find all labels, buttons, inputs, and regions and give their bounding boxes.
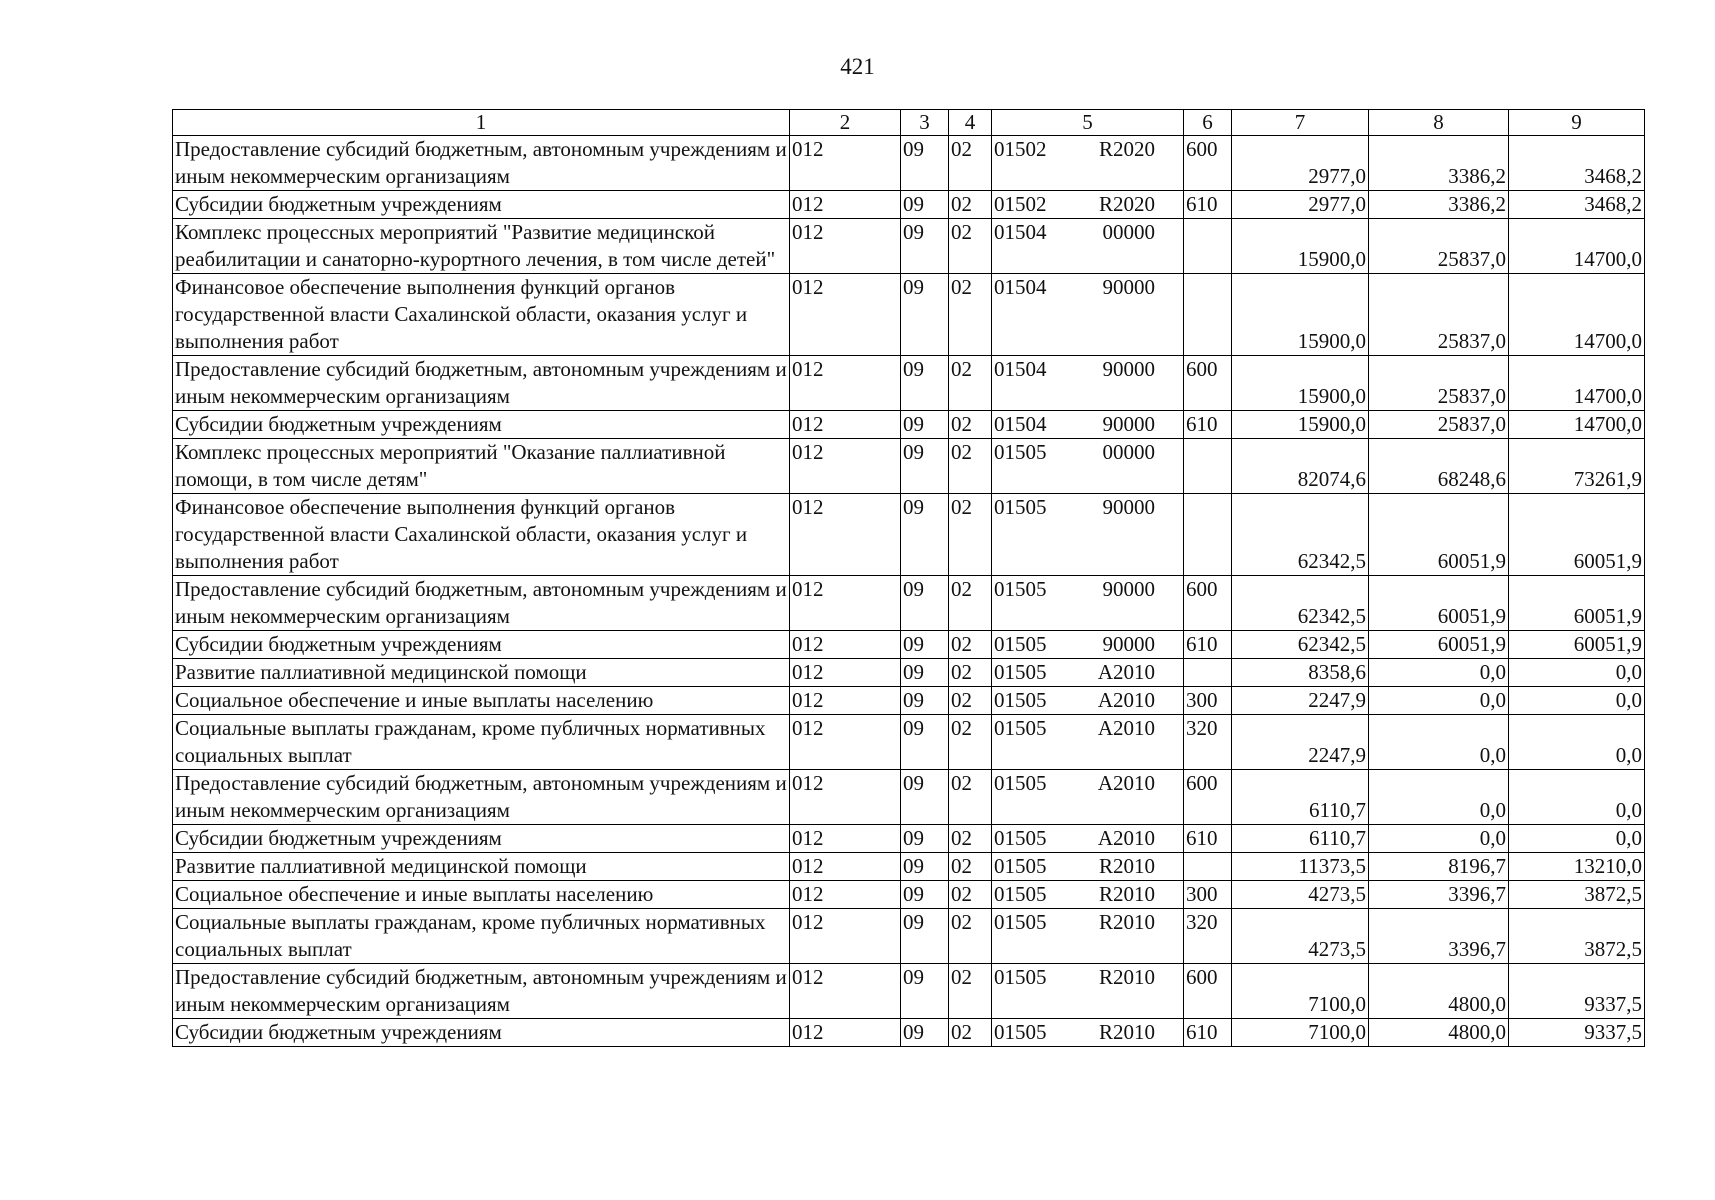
cell-subsection-code: 02 <box>949 136 992 191</box>
target-article-program: 01504 <box>994 275 1047 299</box>
table-row <box>173 411 1645 439</box>
cell-section-code: 09 <box>901 853 949 881</box>
cell-section-code: 09 <box>901 770 949 825</box>
target-article-direction: 90000 <box>1102 357 1155 381</box>
cell-ministry-code: 012 <box>790 274 901 356</box>
cell-expense-type <box>1184 274 1232 356</box>
target-article-direction: A2010 <box>1097 826 1155 850</box>
cell-amount-col7: 15900,0 <box>1232 356 1369 411</box>
cell-section-code: 09 <box>901 687 949 715</box>
cell-name: Субсидии бюджетным учреждениям <box>173 191 790 219</box>
table-row <box>173 825 1645 853</box>
cell-expense-type <box>1184 439 1232 494</box>
table-row <box>173 687 1645 715</box>
cell-amount-col9: 0,0 <box>1509 770 1645 825</box>
cell-amount-col7: 6110,7 <box>1232 825 1369 853</box>
cell-amount-col8: 60051,9 <box>1369 576 1509 631</box>
cell-section-code: 09 <box>901 439 949 494</box>
target-article-direction: A2010 <box>1097 688 1155 712</box>
cell-amount-col8: 25837,0 <box>1369 219 1509 274</box>
cell-expense-type: 600 <box>1184 770 1232 825</box>
table-row <box>173 881 1645 909</box>
cell-amount-col9: 3468,2 <box>1509 191 1645 219</box>
cell-amount-col7: 2977,0 <box>1232 136 1369 191</box>
target-article-direction: R2020 <box>1098 192 1155 216</box>
target-article-direction: 90000 <box>1102 275 1155 299</box>
table-body <box>173 110 1645 1047</box>
cell-ministry-code: 012 <box>790 439 901 494</box>
cell-ministry-code: 012 <box>790 191 901 219</box>
table-row <box>173 494 1645 576</box>
cell-name: Субсидии бюджетным учреждениям <box>173 631 790 659</box>
header-cell: 5 <box>992 110 1184 136</box>
cell-amount-col7: 62342,5 <box>1232 631 1369 659</box>
cell-subsection-code: 02 <box>949 964 992 1019</box>
table-row <box>173 770 1645 825</box>
cell-amount-col8: 3396,7 <box>1369 909 1509 964</box>
cell-ministry-code: 012 <box>790 356 901 411</box>
cell-ministry-code: 012 <box>790 136 901 191</box>
cell-expense-type <box>1184 494 1232 576</box>
cell-expense-type: 610 <box>1184 631 1232 659</box>
table-row <box>173 576 1645 631</box>
target-article-program: 01505 <box>994 882 1047 906</box>
cell-amount-col9: 0,0 <box>1509 825 1645 853</box>
cell-subsection-code: 02 <box>949 631 992 659</box>
table-row <box>173 659 1645 687</box>
cell-subsection-code: 02 <box>949 219 992 274</box>
target-article-direction: 00000 <box>1102 440 1155 464</box>
header-cell: 3 <box>901 110 949 136</box>
cell-subsection-code: 02 <box>949 191 992 219</box>
cell-name: Субсидии бюджетным учреждениям <box>173 1019 790 1047</box>
cell-section-code: 09 <box>901 881 949 909</box>
budget-table <box>172 109 1645 1047</box>
cell-name: Комплекс процессных мероприятий "Развитие медицинской реабилитации и санаторно-курортного лечения, в том числе детей" <box>173 219 790 274</box>
cell-ministry-code: 012 <box>790 770 901 825</box>
cell-amount-col7: 8358,6 <box>1232 659 1369 687</box>
cell-amount-col9: 14700,0 <box>1509 356 1645 411</box>
cell-section-code: 09 <box>901 715 949 770</box>
cell-target-article <box>992 770 1184 825</box>
target-article-program: 01504 <box>994 357 1047 381</box>
cell-amount-col8: 3386,2 <box>1369 191 1509 219</box>
cell-ministry-code: 012 <box>790 631 901 659</box>
table-row <box>173 909 1645 964</box>
table-row <box>173 964 1645 1019</box>
target-article-direction: R2010 <box>1098 1020 1155 1044</box>
target-article-program: 01502 <box>994 192 1047 216</box>
cell-section-code: 09 <box>901 909 949 964</box>
cell-target-article <box>992 576 1184 631</box>
cell-amount-col9: 60051,9 <box>1509 631 1645 659</box>
header-cell: 9 <box>1509 110 1645 136</box>
cell-target-article <box>992 191 1184 219</box>
cell-name: Развитие паллиативной медицинской помощи <box>173 853 790 881</box>
cell-subsection-code: 02 <box>949 494 992 576</box>
cell-subsection-code: 02 <box>949 853 992 881</box>
cell-amount-col8: 8196,7 <box>1369 853 1509 881</box>
cell-expense-type: 320 <box>1184 909 1232 964</box>
cell-amount-col7: 2247,9 <box>1232 715 1369 770</box>
cell-target-article <box>992 219 1184 274</box>
cell-name: Развитие паллиативной медицинской помощи <box>173 659 790 687</box>
cell-subsection-code: 02 <box>949 274 992 356</box>
target-article-program: 01505 <box>994 716 1047 740</box>
target-article-program: 01505 <box>994 1020 1047 1044</box>
target-article-program: 01505 <box>994 632 1047 656</box>
cell-amount-col8: 0,0 <box>1369 715 1509 770</box>
cell-amount-col8: 0,0 <box>1369 659 1509 687</box>
cell-expense-type: 320 <box>1184 715 1232 770</box>
cell-name: Предоставление субсидий бюджетным, автономным учреждениям и иным некоммерческим организациям <box>173 356 790 411</box>
cell-amount-col8: 3396,7 <box>1369 881 1509 909</box>
cell-target-article <box>992 136 1184 191</box>
cell-amount-col9: 14700,0 <box>1509 411 1645 439</box>
cell-amount-col7: 6110,7 <box>1232 770 1369 825</box>
cell-amount-col9: 3872,5 <box>1509 881 1645 909</box>
table-row <box>173 274 1645 356</box>
target-article-direction: 90000 <box>1102 412 1155 436</box>
cell-name: Предоставление субсидий бюджетным, автономным учреждениям и иным некоммерческим организациям <box>173 770 790 825</box>
cell-amount-col9: 3872,5 <box>1509 909 1645 964</box>
cell-amount-col7: 62342,5 <box>1232 494 1369 576</box>
cell-expense-type: 600 <box>1184 576 1232 631</box>
target-article-program: 01505 <box>994 495 1047 519</box>
cell-amount-col8: 25837,0 <box>1369 274 1509 356</box>
cell-amount-col8: 25837,0 <box>1369 356 1509 411</box>
cell-section-code: 09 <box>901 411 949 439</box>
cell-subsection-code: 02 <box>949 356 992 411</box>
cell-ministry-code: 012 <box>790 1019 901 1047</box>
cell-section-code: 09 <box>901 136 949 191</box>
cell-section-code: 09 <box>901 494 949 576</box>
cell-section-code: 09 <box>901 274 949 356</box>
cell-expense-type: 300 <box>1184 881 1232 909</box>
cell-amount-col7: 7100,0 <box>1232 1019 1369 1047</box>
cell-expense-type: 600 <box>1184 356 1232 411</box>
cell-amount-col9: 0,0 <box>1509 687 1645 715</box>
cell-amount-col7: 15900,0 <box>1232 219 1369 274</box>
cell-name: Социальные выплаты гражданам, кроме публичных нормативных социальных выплат <box>173 715 790 770</box>
cell-subsection-code: 02 <box>949 439 992 494</box>
cell-target-article <box>992 631 1184 659</box>
cell-expense-type: 610 <box>1184 191 1232 219</box>
cell-amount-col8: 68248,6 <box>1369 439 1509 494</box>
cell-target-article <box>992 909 1184 964</box>
table-row <box>173 853 1645 881</box>
cell-ministry-code: 012 <box>790 881 901 909</box>
cell-section-code: 09 <box>901 659 949 687</box>
table-row <box>173 715 1645 770</box>
target-article-program: 01502 <box>994 137 1047 161</box>
cell-target-article <box>992 411 1184 439</box>
cell-subsection-code: 02 <box>949 1019 992 1047</box>
cell-name: Предоставление субсидий бюджетным, автономным учреждениям и иным некоммерческим организациям <box>173 964 790 1019</box>
table-row <box>173 1019 1645 1047</box>
table-row <box>173 136 1645 191</box>
cell-subsection-code: 02 <box>949 770 992 825</box>
header-cell: 2 <box>790 110 901 136</box>
cell-expense-type: 600 <box>1184 136 1232 191</box>
cell-amount-col7: 2247,9 <box>1232 687 1369 715</box>
table-row <box>173 631 1645 659</box>
cell-section-code: 09 <box>901 191 949 219</box>
cell-target-article <box>992 1019 1184 1047</box>
target-article-direction: 00000 <box>1102 220 1155 244</box>
cell-target-article <box>992 439 1184 494</box>
cell-amount-col9: 60051,9 <box>1509 494 1645 576</box>
cell-expense-type: 600 <box>1184 964 1232 1019</box>
cell-target-article <box>992 881 1184 909</box>
cell-expense-type: 610 <box>1184 1019 1232 1047</box>
target-article-program: 01504 <box>994 220 1047 244</box>
target-article-direction: 90000 <box>1102 577 1155 601</box>
target-article-direction: R2010 <box>1098 854 1155 878</box>
table-row <box>173 439 1645 494</box>
cell-target-article <box>992 853 1184 881</box>
cell-amount-col9: 9337,5 <box>1509 964 1645 1019</box>
page-number: 421 <box>840 54 875 79</box>
target-article-direction: A2010 <box>1097 716 1155 740</box>
target-article-program: 01504 <box>994 412 1047 436</box>
cell-expense-type <box>1184 659 1232 687</box>
target-article-program: 01505 <box>994 660 1047 684</box>
cell-subsection-code: 02 <box>949 715 992 770</box>
cell-section-code: 09 <box>901 1019 949 1047</box>
cell-subsection-code: 02 <box>949 659 992 687</box>
cell-amount-col9: 9337,5 <box>1509 1019 1645 1047</box>
cell-amount-col7: 7100,0 <box>1232 964 1369 1019</box>
target-article-program: 01505 <box>994 854 1047 878</box>
cell-target-article <box>992 825 1184 853</box>
cell-subsection-code: 02 <box>949 411 992 439</box>
cell-amount-col8: 60051,9 <box>1369 631 1509 659</box>
cell-amount-col7: 15900,0 <box>1232 274 1369 356</box>
target-article-direction: R2020 <box>1098 137 1155 161</box>
cell-amount-col8: 0,0 <box>1369 770 1509 825</box>
header-row <box>173 110 1645 136</box>
cell-amount-col9: 60051,9 <box>1509 576 1645 631</box>
target-article-program: 01505 <box>994 577 1047 601</box>
cell-name: Предоставление субсидий бюджетным, автономным учреждениям и иным некоммерческим организациям <box>173 576 790 631</box>
cell-amount-col7: 2977,0 <box>1232 191 1369 219</box>
cell-subsection-code: 02 <box>949 687 992 715</box>
target-article-program: 01505 <box>994 440 1047 464</box>
cell-amount-col7: 82074,6 <box>1232 439 1369 494</box>
cell-subsection-code: 02 <box>949 825 992 853</box>
cell-name: Финансовое обеспечение выполнения функций органов государственной власти Сахалинской области, оказания услуг и выполнения работ <box>173 494 790 576</box>
cell-ministry-code: 012 <box>790 494 901 576</box>
cell-name: Финансовое обеспечение выполнения функций органов государственной власти Сахалинской области, оказания услуг и выполнения работ <box>173 274 790 356</box>
cell-ministry-code: 012 <box>790 715 901 770</box>
cell-target-article <box>992 964 1184 1019</box>
cell-amount-col7: 15900,0 <box>1232 411 1369 439</box>
cell-subsection-code: 02 <box>949 881 992 909</box>
cell-target-article <box>992 659 1184 687</box>
cell-expense-type: 610 <box>1184 411 1232 439</box>
cell-section-code: 09 <box>901 631 949 659</box>
cell-amount-col7: 4273,5 <box>1232 881 1369 909</box>
cell-name: Социальное обеспечение и иные выплаты населению <box>173 687 790 715</box>
cell-subsection-code: 02 <box>949 576 992 631</box>
header-cell: 6 <box>1184 110 1232 136</box>
cell-ministry-code: 012 <box>790 909 901 964</box>
cell-amount-col8: 0,0 <box>1369 687 1509 715</box>
cell-target-article <box>992 715 1184 770</box>
cell-ministry-code: 012 <box>790 853 901 881</box>
target-article-direction: R2010 <box>1098 882 1155 906</box>
cell-amount-col7: 11373,5 <box>1232 853 1369 881</box>
cell-ministry-code: 012 <box>790 576 901 631</box>
cell-amount-col8: 4800,0 <box>1369 1019 1509 1047</box>
cell-subsection-code: 02 <box>949 909 992 964</box>
cell-name: Социальные выплаты гражданам, кроме публичных нормативных социальных выплат <box>173 909 790 964</box>
cell-expense-type <box>1184 853 1232 881</box>
cell-expense-type <box>1184 219 1232 274</box>
cell-amount-col7: 62342,5 <box>1232 576 1369 631</box>
cell-target-article <box>992 687 1184 715</box>
target-article-direction: 90000 <box>1102 632 1155 656</box>
target-article-direction: R2010 <box>1098 965 1155 989</box>
cell-amount-col9: 0,0 <box>1509 659 1645 687</box>
cell-ministry-code: 012 <box>790 411 901 439</box>
cell-amount-col8: 4800,0 <box>1369 964 1509 1019</box>
cell-amount-col9: 0,0 <box>1509 715 1645 770</box>
header-cell: 7 <box>1232 110 1369 136</box>
table-row <box>173 356 1645 411</box>
cell-amount-col9: 14700,0 <box>1509 274 1645 356</box>
cell-amount-col7: 4273,5 <box>1232 909 1369 964</box>
target-article-program: 01505 <box>994 965 1047 989</box>
cell-amount-col9: 73261,9 <box>1509 439 1645 494</box>
cell-ministry-code: 012 <box>790 219 901 274</box>
target-article-direction: 90000 <box>1102 495 1155 519</box>
cell-name: Комплекс процессных мероприятий "Оказание паллиативной помощи, в том числе детям" <box>173 439 790 494</box>
cell-name: Субсидии бюджетным учреждениям <box>173 825 790 853</box>
cell-amount-col9: 14700,0 <box>1509 219 1645 274</box>
table-row <box>173 219 1645 274</box>
cell-expense-type: 610 <box>1184 825 1232 853</box>
cell-section-code: 09 <box>901 356 949 411</box>
target-article-program: 01505 <box>994 826 1047 850</box>
cell-ministry-code: 012 <box>790 964 901 1019</box>
cell-target-article <box>992 356 1184 411</box>
cell-target-article <box>992 494 1184 576</box>
cell-section-code: 09 <box>901 219 949 274</box>
cell-expense-type: 300 <box>1184 687 1232 715</box>
cell-amount-col8: 60051,9 <box>1369 494 1509 576</box>
target-article-direction: A2010 <box>1097 660 1155 684</box>
target-article-direction: R2010 <box>1098 910 1155 934</box>
target-article-program: 01505 <box>994 910 1047 934</box>
target-article-direction: A2010 <box>1097 771 1155 795</box>
cell-ministry-code: 012 <box>790 825 901 853</box>
header-cell: 1 <box>173 110 790 136</box>
cell-amount-col9: 3468,2 <box>1509 136 1645 191</box>
header-cell: 4 <box>949 110 992 136</box>
cell-name: Субсидии бюджетным учреждениям <box>173 411 790 439</box>
cell-name: Предоставление субсидий бюджетным, автономным учреждениям и иным некоммерческим организациям <box>173 136 790 191</box>
table-row <box>173 191 1645 219</box>
cell-amount-col9: 13210,0 <box>1509 853 1645 881</box>
cell-amount-col8: 0,0 <box>1369 825 1509 853</box>
target-article-program: 01505 <box>994 771 1047 795</box>
cell-name: Социальное обеспечение и иные выплаты населению <box>173 881 790 909</box>
cell-section-code: 09 <box>901 576 949 631</box>
cell-ministry-code: 012 <box>790 659 901 687</box>
cell-section-code: 09 <box>901 825 949 853</box>
cell-amount-col8: 25837,0 <box>1369 411 1509 439</box>
target-article-program: 01505 <box>994 688 1047 712</box>
header-cell: 8 <box>1369 110 1509 136</box>
cell-amount-col8: 3386,2 <box>1369 136 1509 191</box>
cell-target-article <box>992 274 1184 356</box>
cell-ministry-code: 012 <box>790 687 901 715</box>
cell-section-code: 09 <box>901 964 949 1019</box>
